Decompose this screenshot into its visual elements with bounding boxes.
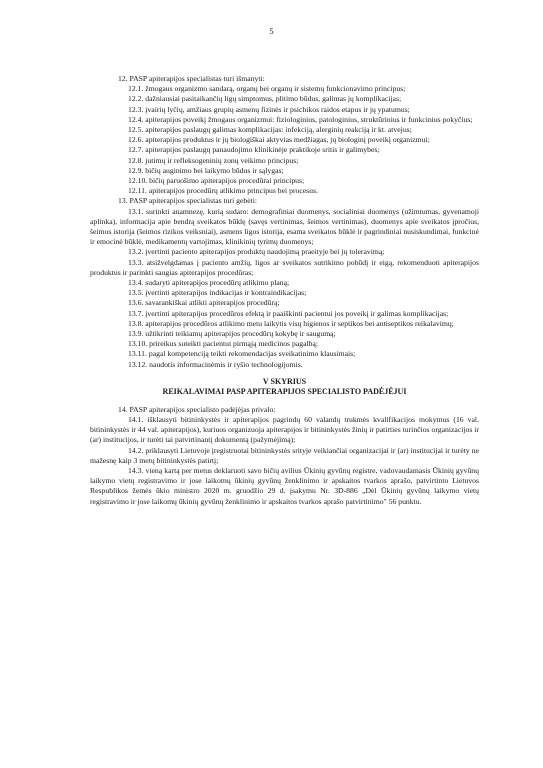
list-item-12-10: 12.10. bičių paruošimo apiterapijos procedūrai principus; <box>128 176 305 186</box>
list-item-13-12: 13.12. naudotis informacinėmis ir ryšio technologijomis. <box>128 359 303 369</box>
list-item-13-10: 13.10. prireikus suteikti pacientui pirmąją medicinos pagalbą; <box>128 339 319 349</box>
list-item-13-4: 13.4. sudaryti apiterapijos procedūrų atlikimo planą; <box>128 278 290 288</box>
list-item-12-9: 12.9. bičių auginimo bei laikymo būdus ir sąlygas; <box>128 165 284 175</box>
section-13-heading: 13. PASP apiterapijos specialistas turi gebėti: <box>118 196 258 206</box>
list-item-12-2: 12.2. dažniausiai pasitaikančių ligų simptomus, plitimo būdus, galimas jų komplikacijas; <box>128 94 402 104</box>
list-item-12-1: 12.1. žmogaus organizmo sandarą, organų bei organų ir sistemų funkcionavimo principus; <box>128 84 406 94</box>
list-item-13-11: 13.11. pagal kompetenciją teikti rekomendacijas sveikatinimo klausimais; <box>128 349 356 359</box>
chapter-number: V SKYRIUS <box>262 376 307 386</box>
list-item-13-9: 13.9. užtikrinti teikiamų apiterapijos procedūrų kokybę ir saugumą; <box>128 329 336 339</box>
list-item-13-6: 13.6. savarankiškai atlikti apiterapijos procedūrą; <box>128 298 280 308</box>
list-item-14-1: 14.1. išklausyti bitininkystės ir apiterapijos pagrindų 60 valandų trukmės kvalifikacijos mokymus (16 val. bitininkystės ir 44 val. apiterapijos), kuriuos organizuoja apiterapijos ir bitininkystės žinių ir patirties turinčios organizacijos ir (ar) institucijos, ir turėti tai patvirtinantį dokumentą (pažymėjimą); <box>90 414 479 445</box>
list-item-13-8: 13.8. apiterapijos procedūros atlikimo metu laikytis visų higienos ir septikos bei antiseptikos reikalavimų; <box>128 318 454 328</box>
section-12-heading: 12. PASP apiterapijos specialistas turi išmanyti: <box>118 74 265 83</box>
document-body <box>90 74 479 507</box>
list-item-12-7: 12.7. apiterapijos paslaugų panaudojimo klinikinėje praktikoje sritis ir galimybes; <box>128 145 380 155</box>
list-item-12-5: 12.5. apiterapijos paslaugų galimas komplikacijas: infekciją, alerginių reakciją ir kt. atvejus; <box>128 125 412 135</box>
list-item-13-3: 13.3. atsižvelgdamas į paciento amžių, ligos ar sveikatos sutrikimo pobūdį ir eigą, rekomenduoti apiterapijos produktus ir parinkti saugias apiterapijos procedūras; <box>90 257 479 277</box>
page-number: 5 <box>269 26 274 36</box>
list-item-12-4: 12.4. apiterapijos poveikį žmogaus organizmui: fiziologinius, patologinius, struktūrinius ir funkcinius pokyčius; <box>128 114 473 124</box>
spacer <box>90 370 479 377</box>
spacer <box>90 398 479 405</box>
list-item-13-5: 13.5. įvertinti apiterapijos indikacijas ir kontraindikacijas; <box>128 288 307 298</box>
list-item-12-3: 12.3. įvairių lyčių, amžiaus grupių asmenų fizinės ir psichikos raidos etapus ir jų ypatumus; <box>128 104 410 114</box>
list-item-14-3: 14.3. vieną kartą per metus deklaruoti savo bičių avilius Ūkinių gyvūnų registre, vadovaudamasis Ūkinių gyvūnų laikymo vietų registravimo ir jose laikomų ūkinių gyvūnų ženklinimo ir apskaitos tvarkos aprašo, patvirtinto Lietuvos Respublikos žemės ūkio ministro 2020 m. gruodžio 29 d. įsakymu Nr. 3D-886 „Dėl Ūkinių gyvūnų laikymo vietų registravimo ir jose laikomų ūkinių gyvūnų ženklinimo ir apskaitos tvarkos aprašo patvirtinimo" 56 punktu. <box>90 465 479 506</box>
list-item-12-6: 12.6. apiterapijos produktus ir jų biologiškai aktyvias medžiagas, jų biologinį poveikį organizmui; <box>128 135 430 145</box>
list-item-13-1: 13.1. surinkti anamnezę, kurią sudaro: demografiniai duomenys, socialiniai duomenys (užimtumas, gyvenamoji aplinka), informacija apie bendrą sveikatos būklę (savęs vertinimas, šeimos vertinimas), duomenys apie sveikatos įpročius, šeimos istorija (šeimos rizikos veiksniai), asmens ligos istorija, esama sveikatos būklė ir pagrindiniai nusiskundimai, funkcinė ir emocinė būklė, medikamentų vartojimas, klinikinių tyrimų duomenys; <box>90 206 479 247</box>
list-item-13-2: 13.2. įvertinti paciento apiterapijos produktų naudojimą praeityje bei jų toleravimą; <box>128 247 385 257</box>
chapter-title: REIKALAVIMAI PASP APITERAPIJOS SPECIALISTO PADĖJĖJUI <box>162 387 407 397</box>
list-item-14-2: 14.2. priklausyti Lietuvoje įregistruotai bitininkystės srityje veikiančiai organizacijai ir (ar) institucijai ir turėty ne mažesnę kaip 3 metų bitininkystės patirtį; <box>90 445 479 465</box>
section-14-heading: 14. PASP apiterapijos specialisto padėjėjas privalo: <box>118 404 276 414</box>
list-item-13-7: 13.7. įvertinti apiterapijos procedūros efektą ir paaiškinti pacientui jos poveikį ir galimas komplikacijas; <box>128 308 449 318</box>
list-item-12-8: 12.8. jutimų ir refleksogeninių zonų veikimo principus; <box>128 155 299 165</box>
list-item-12-11: 12.11. apiterapijos procedūrų atlikimo principus bei procesus. <box>128 186 318 196</box>
